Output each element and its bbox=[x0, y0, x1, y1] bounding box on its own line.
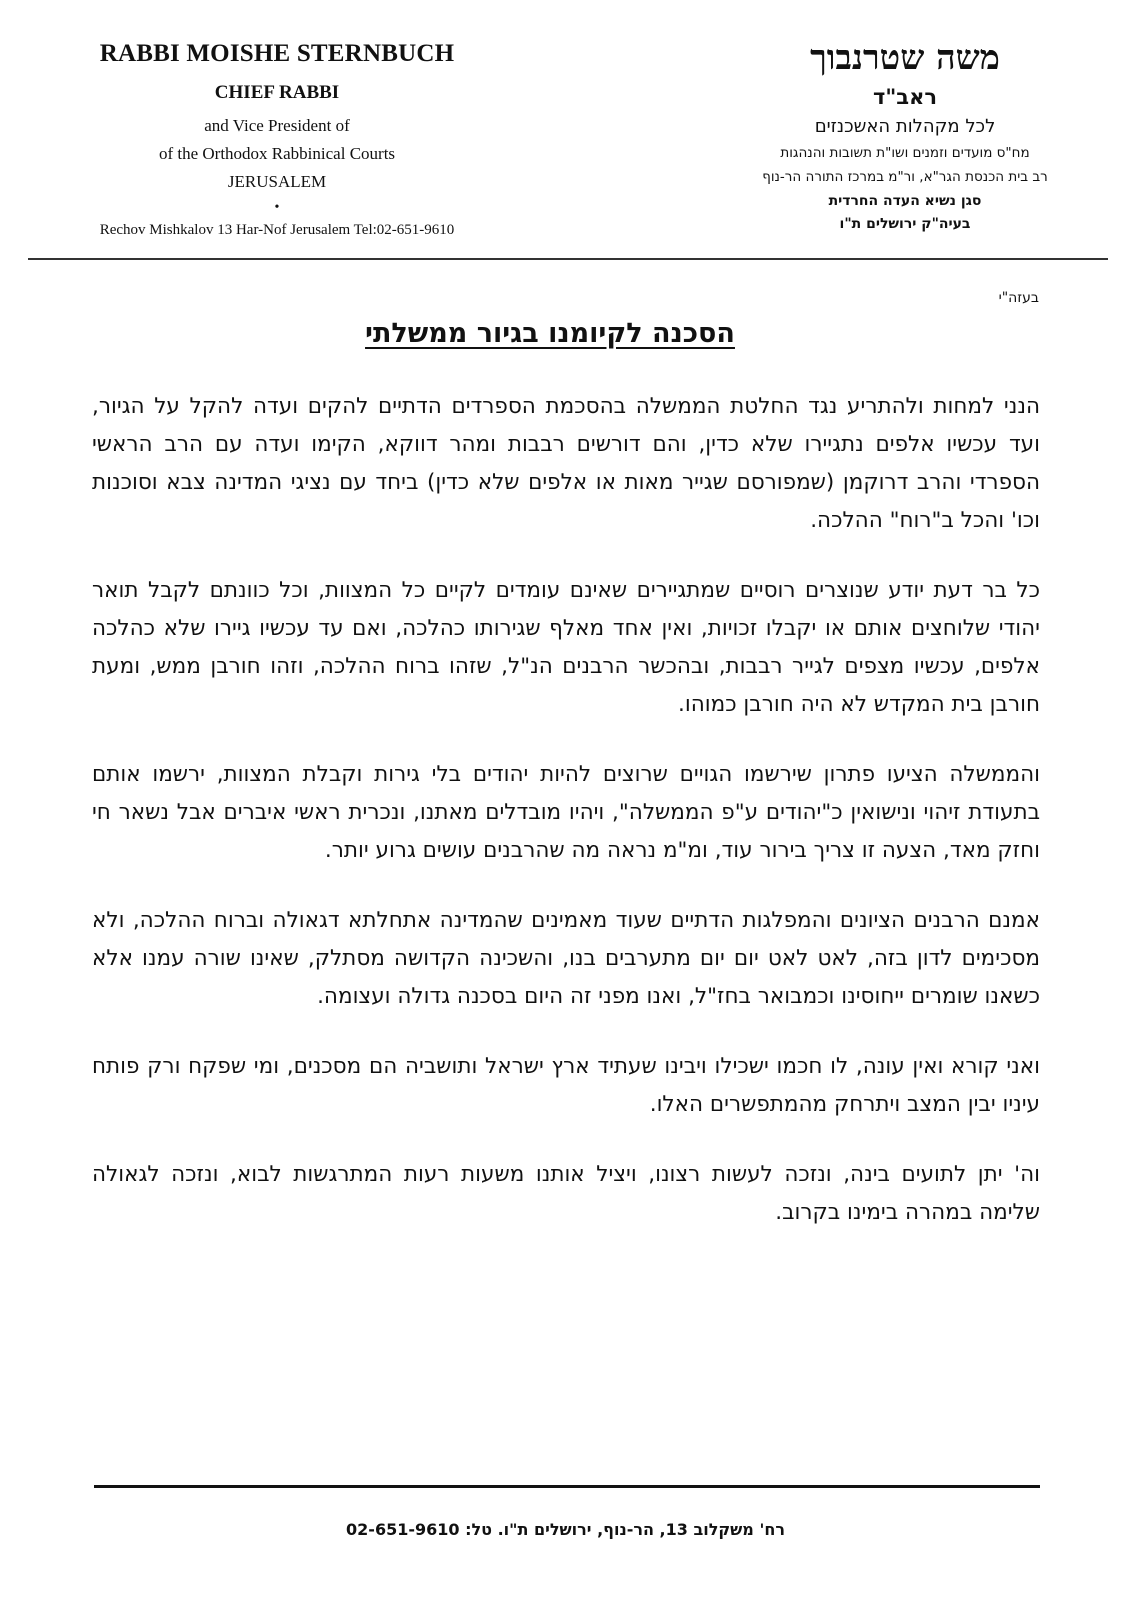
paragraph: כל בר דעת יודע שנוצרים רוסיים שמתגיירים שאינם עומדים לקיים כל המצוות, וכל כוונתם לקבל תואר יהודי שלוחצים אותם או יקבלו זכויות, ואין אחד מאלף שגירותו כהלכה, ואם עד עכשיו גיירו שלא כהלכה אלפים, עכשיו מצפים לגייר רבבות, ובהכשר הרבנים הנ"ל, שזהו ברוח ההלכה, וזהו חורבן ממש, ומעת חורבן בית המקדש לא היה חורבן כמוהו. bbox=[92, 578, 1040, 717]
letter-body bbox=[92, 388, 1040, 1264]
position-line-1: and Vice President of bbox=[204, 116, 350, 135]
paragraph: וה' יתן לתועים בינה, ונזכה לעשות רצונו, ויציל אותנו משעות רעות המתרגשות לבוא, ונזכה לגאולה שלימה במהרה בימינו בקרוב. bbox=[92, 1162, 1040, 1225]
city-english: JERUSALEM bbox=[227, 172, 327, 191]
vice-president-hebrew: סגן נשיא העדה החרדית bbox=[828, 193, 982, 209]
letterhead-divider bbox=[28, 258, 1108, 260]
rabbi-name-hebrew: משה שטרנבוך bbox=[810, 38, 1000, 78]
author-books-hebrew: מח"ס מועדים וזמנים ושו"ת תשובות והנהגות bbox=[780, 145, 1030, 161]
paragraph: אמנם הרבנים הציונים והמפלגות הדתיים שעוד מאמינים שהמדינה אתחלתא דגאולה וברוח ההלכה, ולא מסכימים לדון בזה, לאט לאט יום יום מתערבים בנו, והשכינה הקדושה מסתלק, שאינו שורה עמנו אלא כשאנו שומרים ייחוסינו וכמבואר בחז"ל, ואנו מפני זה היום בסכנה גדולה ועצומה. bbox=[92, 908, 1040, 1009]
letterhead-hebrew bbox=[700, 38, 1110, 238]
letter-title: הסכנה לקיומנו בגיור ממשלתי bbox=[365, 318, 735, 349]
address-english: Rechov Mishkalov 13 Har-Nof Jerusalem Tel:02-651-9610 bbox=[99, 222, 455, 238]
rabbi-title-hebrew: ראב"ד bbox=[872, 85, 938, 109]
paragraph: ואני קורא ואין עונה, לו חכמו ישכילו ויבינו שעתיד ארץ ישראל ותושביה הם מסכנים, ומי שפקח ורק פותח עיניו יבין המצב ויתרחק מהמתפשרים האלו. bbox=[92, 1054, 1040, 1117]
bsd-mark: בעזה"י bbox=[998, 290, 1039, 306]
rabbi-title-english: CHIEF RABBI bbox=[214, 82, 340, 103]
position-line-2: of the Orthodox Rabbinical Courts bbox=[158, 144, 396, 163]
paragraph: הנני למחות ולהתריע נגד החלטת הממשלה בהסכמת הספרדים הדתיים להקים ועדה להקל על הגיור, ועד עכשיו אלפים נתגיירו שלא כדין, והם דורשים רבבות ומהר דווקא, הקימו ועדה עם הרב הראשי הספרדי והרב דרוקמן (שמפורסם שגייר מאות או אלפים שלא כדין) ביחד עם נציגי המדינה צבא וסוכנות וכו' והכל ב"רוח" ההלכה. bbox=[92, 394, 1040, 533]
rabbi-name-english: RABBI MOISHE STERNBUCH bbox=[99, 40, 455, 67]
footer-divider bbox=[94, 1485, 1040, 1488]
city-hebrew: בעיה"ק ירושלים ת"ו bbox=[839, 216, 971, 232]
community-hebrew: לכל מקהלות האשכנזים bbox=[814, 116, 996, 137]
paragraph: והממשלה הציעו פתרון שירשמו הגויים שרוצים להיות יהודים בלי גירות וקבלת המצוות, ירשמו אותם בתעודת זיהוי ונישואין כ"יהודים ע"פ הממשלה", ויהיו מובדלים מאתנו, ונכרית ראשי איברים אבל נשאר חי וחזק מאד, הצעה זו צריך בירור עוד, ומ"מ נראה מה שהרבנים עושים גרוע יותר. bbox=[92, 762, 1040, 863]
bullet-separator: • bbox=[274, 200, 280, 215]
letterhead-english bbox=[62, 40, 492, 239]
footer-address: רח' משקלוב 13, הר-נוף, ירושלים ת"ו. טל: 02-651-9610 bbox=[346, 1520, 785, 1539]
synagogue-rabbi-hebrew: רב בית הכנסת הגר"א, ור"מ במרכז התורה הר-נוף bbox=[762, 169, 1048, 185]
